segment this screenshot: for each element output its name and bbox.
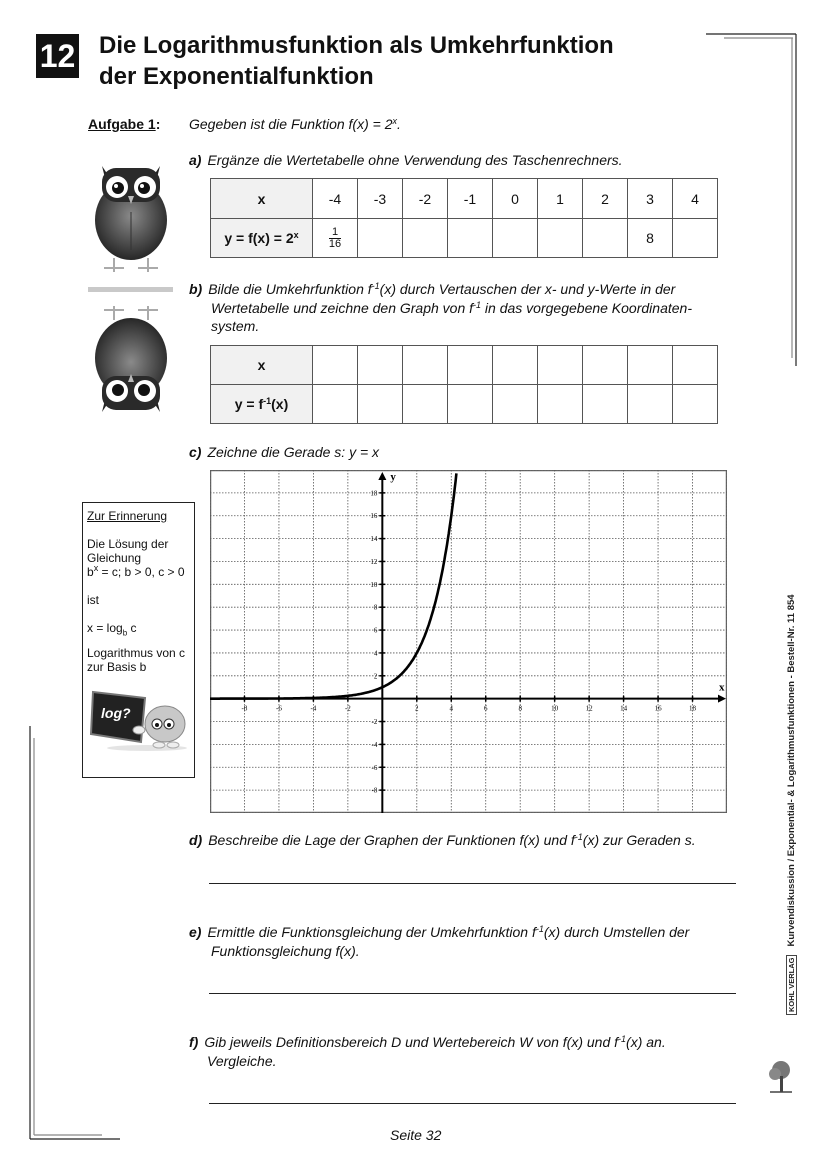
- part-d-text: Beschreibe die Lage der Graphen der Funktionen f(x) und f: [208, 832, 575, 848]
- fraction-value: [329, 227, 341, 250]
- value-table-b-y-header: [211, 385, 313, 424]
- reminder-equation-base: b: [87, 565, 94, 579]
- task-intro-suffix: .: [397, 116, 401, 132]
- owl-separator: [88, 287, 173, 292]
- task-intro-exponent: x: [392, 116, 397, 126]
- y-cell[interactable]: [403, 385, 448, 424]
- owl-upright-icon: [88, 160, 174, 278]
- publisher-tree-logo-icon: [768, 1060, 794, 1094]
- y-tick-label: -8: [371, 786, 378, 795]
- publisher-name: KOHL VERLAG: [786, 955, 797, 1015]
- y-tick-label: 16: [370, 512, 378, 521]
- reminder-solution-suffix: c: [127, 621, 137, 635]
- y-cell[interactable]: [583, 219, 628, 258]
- page-number: Seite 32: [390, 1127, 442, 1143]
- x-tick-label: 18: [689, 704, 697, 713]
- coordinate-system[interactable]: [210, 470, 727, 813]
- reminder-text: Gleichung: [87, 551, 142, 565]
- y-tick-label: 18: [370, 489, 378, 498]
- x-cell: 1: [538, 179, 583, 219]
- x-cell: 0: [493, 179, 538, 219]
- x-tick-label: 4: [449, 704, 454, 713]
- part-f-line2: Vergleiche.: [207, 1052, 277, 1069]
- x-cell: 2: [583, 179, 628, 219]
- y-tick-label: -2: [371, 718, 378, 727]
- owl-upside-down-icon: [88, 300, 174, 418]
- part-e-text: (x) durch Umstellen der: [543, 924, 690, 940]
- value-table-b: [210, 345, 718, 424]
- part-d-question: [189, 831, 696, 850]
- x-cell[interactable]: [673, 346, 718, 385]
- part-f-text: (x) an.: [626, 1034, 666, 1050]
- y-cell[interactable]: [358, 385, 403, 424]
- part-a-question: [189, 151, 623, 170]
- y-cell[interactable]: [313, 385, 358, 424]
- value-table-a: [210, 178, 718, 258]
- x-tick-label: 12: [585, 704, 593, 713]
- reminder-box: [82, 502, 195, 778]
- part-a-letter: a): [189, 152, 202, 168]
- reminder-text: ist: [87, 593, 99, 607]
- fraction-numerator: 1: [329, 227, 341, 239]
- y-cell[interactable]: [493, 385, 538, 424]
- task-label-colon: :: [155, 116, 161, 132]
- part-b-exp: -1: [473, 299, 482, 310]
- x-cell[interactable]: [583, 346, 628, 385]
- part-c-text: Zeichne die Gerade s: y = x: [207, 444, 380, 460]
- part-e-question: [189, 923, 749, 960]
- x-cell[interactable]: [313, 346, 358, 385]
- part-c-question: [189, 443, 379, 462]
- y-tick-label: 2: [373, 672, 378, 681]
- part-b-text: (x) durch Vertauschen der x- und y-Werte in der: [379, 281, 676, 297]
- y-cell[interactable]: [448, 385, 493, 424]
- x-cell[interactable]: [358, 346, 403, 385]
- part-e-text: Ermittle die Funktionsgleichung der Umkehrfunktion f: [207, 924, 536, 940]
- part-d-exp: -1: [574, 832, 583, 842]
- task-label: [88, 116, 160, 132]
- x-tick-label: -8: [241, 704, 248, 713]
- worksheet-number-badge: 12: [36, 34, 79, 78]
- reminder-equation-exp: x: [93, 563, 99, 573]
- x-tick-label: -2: [344, 704, 351, 713]
- reminder-solution-sub: b: [122, 628, 128, 638]
- value-table-a-x-header: x: [211, 179, 313, 219]
- x-tick-label: -4: [310, 704, 317, 713]
- x-cell: -2: [403, 179, 448, 219]
- reminder-equation: [83, 565, 194, 579]
- reminder-text: zur Basis b: [87, 660, 147, 675]
- x-tick-label: 6: [483, 704, 488, 713]
- chart-frame: [211, 471, 727, 813]
- part-f-exp: -1: [618, 1034, 627, 1044]
- value-table-b-x-header: x: [211, 346, 313, 385]
- value-table-b-y-row: [211, 385, 718, 424]
- product-info: Kurvendiskussion / Exponential- & Logarithmusfunktionen - Bestell-Nr. 11 854: [786, 594, 797, 947]
- answer-line-e[interactable]: [209, 993, 736, 994]
- value-table-a-x-row: [211, 179, 718, 219]
- chalkboard-brain-icon: [89, 688, 189, 752]
- part-b-text: Bilde die Umkehrfunktion f: [208, 281, 372, 297]
- x-cell[interactable]: [628, 346, 673, 385]
- part-e-letter: e): [189, 924, 202, 940]
- x-tick-label: 2: [415, 704, 419, 713]
- y-header-exponent: x: [293, 230, 299, 240]
- part-b-question: [189, 280, 749, 336]
- y-tick-label: 10: [370, 580, 378, 589]
- reminder-solution: [83, 621, 194, 640]
- y-cell[interactable]: [538, 385, 583, 424]
- task-intro-text: Gegeben ist die Funktion f(x) = 2: [189, 116, 393, 132]
- y-cell[interactable]: [673, 385, 718, 424]
- y-cell[interactable]: [448, 219, 493, 258]
- y-header-text: y = f(x) = 2: [224, 230, 294, 246]
- reminder-heading: Zur Erinnerung: [87, 509, 168, 523]
- y-tick-label: -6: [371, 763, 378, 772]
- part-e-line2: Funktionsgleichung f(x).: [211, 942, 360, 959]
- y-tick-label: 14: [370, 535, 378, 544]
- page-title-line1: Die Logarithmusfunktion als Umkehrfunktion: [99, 32, 614, 59]
- y-cell[interactable]: [403, 219, 448, 258]
- value-table-a-y-header: [211, 219, 313, 258]
- part-b-line2: [189, 299, 749, 318]
- x-cell: -3: [358, 179, 403, 219]
- y-cell[interactable]: [313, 219, 358, 258]
- x-cell: 3: [628, 179, 673, 219]
- page-title: [99, 30, 614, 92]
- y-cell[interactable]: [673, 219, 718, 258]
- part-b-line3: system.: [211, 318, 260, 334]
- y-header-suffix: (x): [271, 396, 289, 412]
- x-cell[interactable]: [538, 346, 583, 385]
- y-header-exponent: -1: [263, 396, 272, 406]
- y-cell[interactable]: 8: [628, 219, 673, 258]
- reminder-text: Die Lösung der: [87, 537, 169, 551]
- fraction-denominator: 16: [328, 237, 342, 250]
- y-tick-label: -4: [371, 740, 378, 749]
- part-c-letter: c): [189, 444, 202, 460]
- reminder-text: Logarithmus von c: [87, 646, 186, 661]
- value-table-a-y-row: [211, 219, 718, 258]
- part-a-text: Ergänze die Wertetabelle ohne Verwendung des Taschenrechners.: [207, 152, 623, 168]
- part-d-text: (x) zur Geraden s.: [582, 832, 696, 848]
- part-b-letter: b): [189, 281, 203, 297]
- x-cell[interactable]: [448, 346, 493, 385]
- x-cell: -1: [448, 179, 493, 219]
- y-header-text: y = f: [234, 396, 264, 412]
- y-cell[interactable]: [493, 219, 538, 258]
- page-title-line2: der Exponentialfunktion: [99, 63, 374, 90]
- part-e-exp: -1: [535, 924, 544, 934]
- y-axis-label: y: [390, 471, 396, 483]
- part-d-letter: d): [189, 832, 203, 848]
- task-label-text: Aufgabe 1: [88, 116, 156, 132]
- x-cell: 4: [673, 179, 718, 219]
- part-b-text: Wertetabelle und zeichne den Graph von f: [211, 299, 474, 316]
- x-cell[interactable]: [493, 346, 538, 385]
- x-tick-label: 8: [518, 704, 522, 713]
- task-intro: [189, 116, 401, 132]
- y-tick-label: 6: [373, 626, 378, 635]
- x-cell[interactable]: [403, 346, 448, 385]
- answer-line-d[interactable]: [209, 883, 736, 884]
- x-tick-label: 14: [620, 704, 628, 713]
- x-cell: -4: [313, 179, 358, 219]
- value-table-b-x-row: [211, 346, 718, 385]
- chalkboard-text: log?: [101, 705, 131, 722]
- part-b-text: in das vorgegebene Koordinaten-: [481, 299, 692, 316]
- y-tick-label: 12: [370, 557, 378, 566]
- y-cell[interactable]: [628, 385, 673, 424]
- reminder-solution-text: x = log: [87, 621, 123, 635]
- y-cell[interactable]: [583, 385, 628, 424]
- part-f-letter: f): [189, 1034, 199, 1050]
- y-cell[interactable]: [538, 219, 583, 258]
- reminder-equation-rest: = c; b > 0, c > 0: [98, 565, 185, 579]
- x-axis-label: x: [719, 681, 725, 694]
- publisher-side-label: [786, 594, 797, 1015]
- part-f-text: Gib jeweils Definitionsbereich D und Wertebereich W von f(x) und f: [204, 1034, 619, 1050]
- x-tick-label: 10: [551, 704, 559, 713]
- answer-line-f[interactable]: [209, 1103, 736, 1104]
- y-tick-label: 4: [373, 649, 378, 658]
- part-b-exp: -1: [371, 281, 380, 291]
- y-cell[interactable]: [358, 219, 403, 258]
- y-tick-label: 8: [373, 603, 378, 612]
- x-tick-label: 16: [654, 704, 662, 713]
- x-tick-label: -6: [276, 704, 282, 713]
- part-f-question: [189, 1033, 749, 1070]
